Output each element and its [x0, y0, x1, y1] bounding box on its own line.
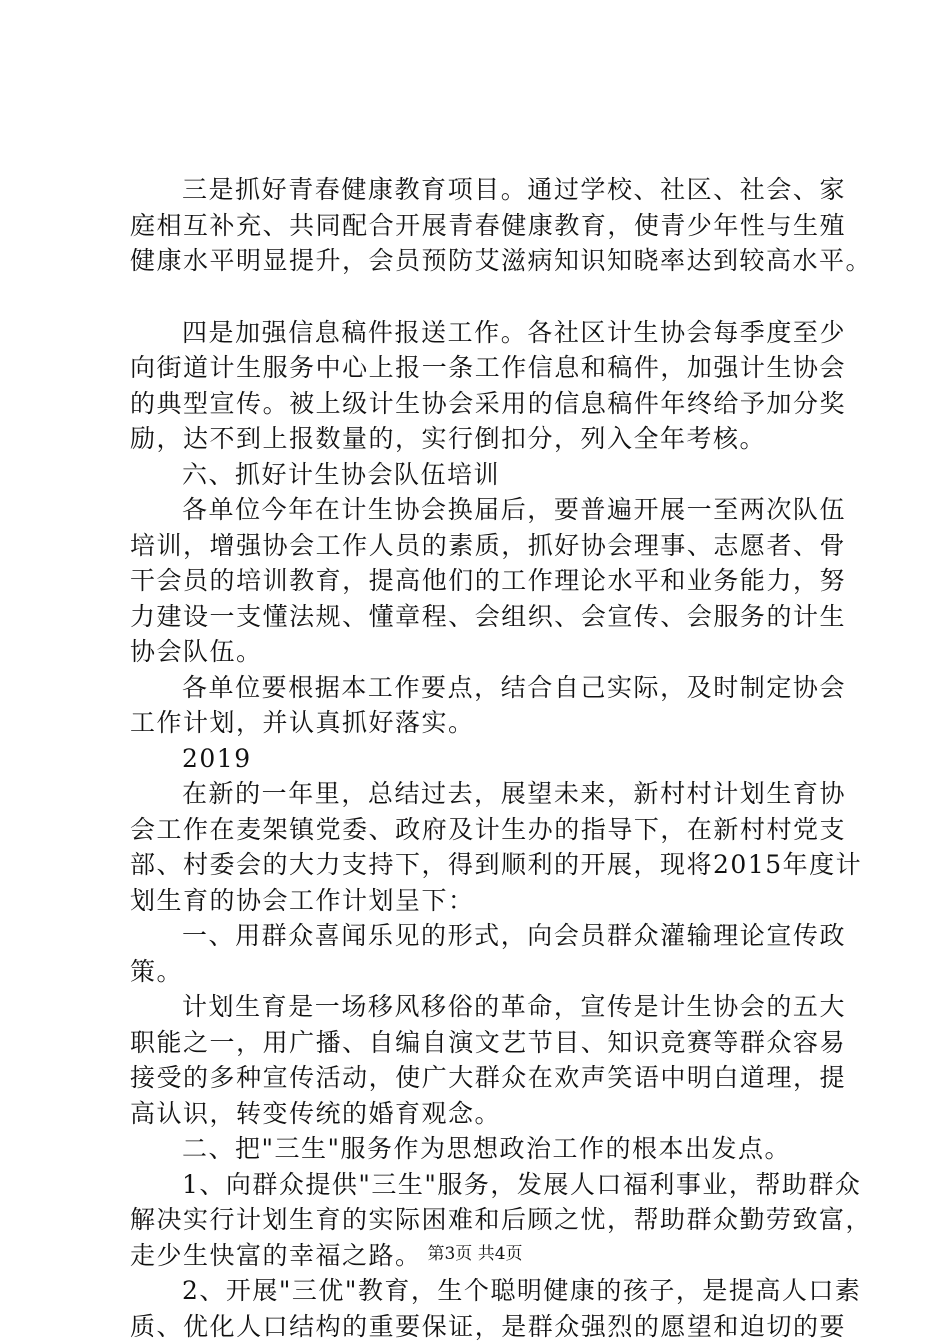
- text-line: 三是抓好青春健康教育项目。通过学校、社区、社会、家: [182, 175, 846, 204]
- text-line: 职能之一，用广播、自编自演文艺节目、知识竞赛等群众容易: [130, 1027, 846, 1057]
- text-line: 工作计划，并认真抓好落实。: [130, 708, 475, 737]
- text-line: 计划生育是一场移风移俗的革命，宣传是计生协会的五大: [182, 992, 846, 1021]
- text-line: 健康水平明显提升，会员预防艾滋病知识知晓率达到较高水平。: [130, 246, 873, 275]
- text-line: 1、向群众提供"三生"服务，发展人口福利事业，帮助群众: [182, 1169, 862, 1199]
- text-line: 策。: [130, 956, 184, 986]
- text-line: 向街道计生服务中心上报一条工作信息和稿件，加强计生协会: [130, 353, 846, 382]
- text-line: 会工作在麦架镇党委、政府及计生办的指导下，在新村村党支: [130, 814, 846, 844]
- text-line: 2、开展"三优"教育，生个聪明健康的孩子，是提高人口素: [182, 1276, 862, 1305]
- text-line: 接受的多种宣传活动，使广大群众在欢声笑语中明白道理，提: [130, 1063, 846, 1092]
- text-line: 培训，增强协会工作人员的素质，抓好协会理事、志愿者、骨: [130, 530, 846, 560]
- text-line: 在新的一年里，总结过去，展望未来，新村村计划生育协: [182, 779, 846, 808]
- text-line: 部、村委会的大力支持下，得到顺利的开展，现将2015年度计: [130, 850, 863, 879]
- text-line: 协会队伍。: [130, 637, 263, 666]
- text-line: 励，达不到上报数量的，实行倒扣分，列入全年考核。: [130, 424, 767, 453]
- text-line: 一、用群众喜闻乐见的形式，向会员群众灌输理论宣传政: [182, 921, 846, 950]
- text-line: 走少生快富的幸福之路。: [130, 1240, 422, 1270]
- text-line: 力建设一支懂法规、懂章程、会组织、会宣传、会服务的计生: [130, 601, 846, 631]
- text-line: 庭相互补充、共同配合开展青春健康教育，使青少年性与生殖: [130, 210, 846, 240]
- text-line: 各单位今年在计生协会换届后，要普遍开展一至两次队伍: [182, 495, 846, 524]
- text-line: 干会员的培训教育，提高他们的工作理论水平和业务能力，努: [130, 566, 846, 595]
- text-line: 解决实行计划生育的实际困难和后顾之忧，帮助群众勤劳致富，: [130, 1205, 873, 1234]
- text-line: 各单位要根据本工作要点，结合自己实际，及时制定协会: [182, 672, 846, 702]
- text-line: 四是加强信息稿件报送工作。各社区计生协会每季度至少: [182, 317, 846, 347]
- text-line: 高认识，转变传统的婚育观念。: [130, 1098, 502, 1128]
- document-body: [130, 172, 873, 1344]
- text-line: 2019: [182, 743, 252, 773]
- text-line: 二、把"三生"服务作为思想政治工作的根本出发点。: [182, 1134, 792, 1163]
- paragraph-gap: [130, 279, 846, 315]
- text-line: 的典型宣传。被上级计生协会采用的信息稿件年终给予加分奖: [130, 388, 846, 418]
- page-footer: 第3页 共4页: [427, 1244, 523, 1264]
- text-line: 质、优化人口结构的重要保证，是群众强烈的愿望和迫切的要: [130, 1311, 846, 1341]
- text-line: 划生育的协会工作计划呈下：: [130, 885, 475, 915]
- text-line: 六、抓好计生协会队伍培训: [182, 459, 501, 489]
